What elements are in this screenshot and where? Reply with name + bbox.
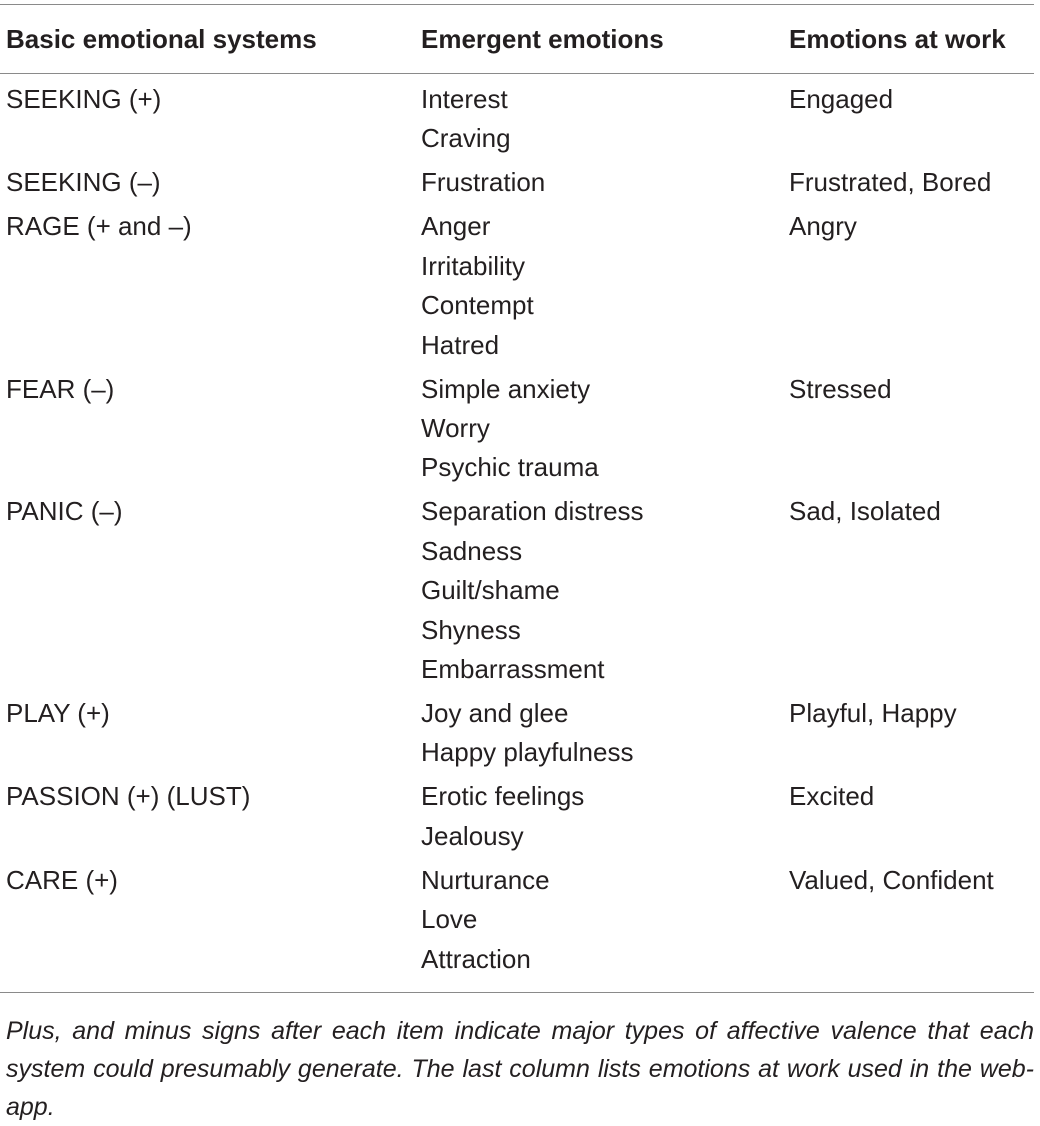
- cell-work: Frustrated, Bored: [789, 167, 992, 198]
- table-header: [0, 5, 1034, 73]
- table-row: [0, 80, 1034, 159]
- cell-emergent: Interest Craving: [421, 84, 511, 154]
- cell-system: SEEKING (+): [6, 84, 162, 114]
- cell-system: PANIC (–): [6, 496, 123, 527]
- cell-system: RAGE (+ and –): [6, 211, 192, 242]
- cell-work: Sad, Isolated: [789, 496, 941, 527]
- bottom-rule: [0, 992, 1034, 993]
- cell-system: CARE (+): [6, 864, 118, 895]
- cell-work: Excited: [789, 781, 875, 812]
- table-footnote: Plus, and minus signs after each item indicate major types of affective valence that each system could presumably generate. The last column lists emotions at work used in the web-app.: [6, 1017, 1034, 1121]
- cell-emergent: Erotic feelings Jealousy: [421, 781, 585, 851]
- cell-work: Engaged: [789, 84, 894, 114]
- cell-system: FEAR (–): [6, 373, 115, 404]
- table-row: [0, 777, 1034, 856]
- cell-emergent: Nurturance Love Attraction: [421, 864, 550, 974]
- table-row: [0, 861, 1034, 979]
- cell-emergent: Anger Irritability Contempt Hatred: [421, 211, 534, 360]
- emotions-table: [0, 4, 1034, 993]
- table-row: [0, 207, 1034, 365]
- cell-work: Stressed: [789, 373, 892, 404]
- cell-emergent: Joy and glee Happy playfulness: [421, 697, 634, 768]
- header-basic-systems: Basic emotional systems: [6, 23, 317, 54]
- cell-work: Angry: [789, 211, 857, 242]
- cell-system: SEEKING (–): [6, 167, 161, 198]
- table-row: [0, 163, 1034, 202]
- table-body: [0, 74, 1034, 992]
- table-row: [0, 694, 1034, 773]
- header-emotions-at-work: Emotions at work: [789, 23, 1006, 54]
- table-row: [0, 492, 1034, 689]
- cell-work: Playful, Happy: [789, 697, 957, 728]
- table-row: [0, 370, 1034, 488]
- cell-emergent: Frustration: [421, 167, 546, 198]
- header-emergent-emotions: Emergent emotions: [421, 23, 664, 54]
- cell-emergent: Simple anxiety Worry Psychic trauma: [421, 373, 599, 483]
- cell-emergent: Separation distress Sadness Guilt/shame Shyness Embarrassment: [421, 496, 644, 684]
- cell-work: Valued, Confident: [789, 864, 994, 895]
- cell-system: PASSION (+) (LUST): [6, 781, 251, 812]
- cell-system: PLAY (+): [6, 697, 110, 728]
